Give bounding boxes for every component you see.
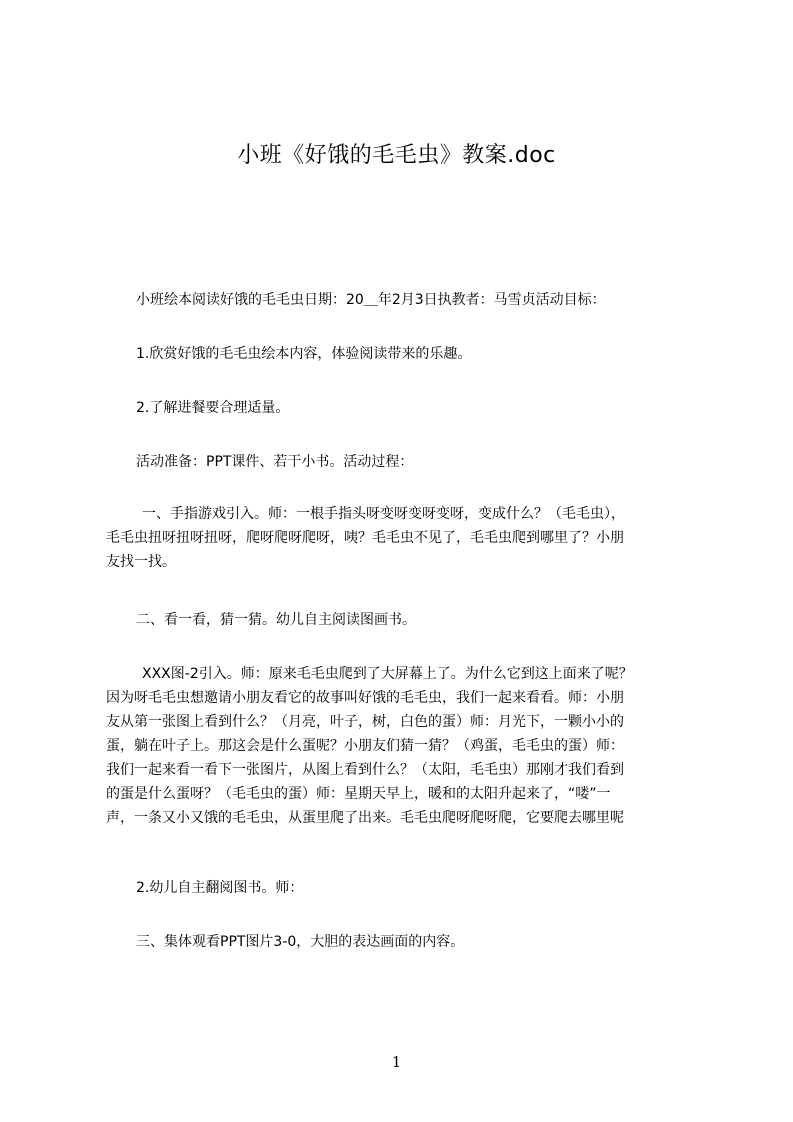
paragraph-intro (106, 288, 696, 312)
paragraph-line: 友从第一张图上看到什么？（月亮，叶子，树，白色的蛋）师：月光下，一颗小小的 (106, 714, 624, 730)
paragraph-self-reading (106, 876, 696, 900)
paragraph-line: 因为呀毛毛虫想邀请小朋友看它的故事叫好饿的毛毛虫，我们一起来看看。师：小朋 (106, 690, 624, 706)
paragraph-line: 友找一找。 (106, 554, 176, 570)
paragraph-line: 声，一条又小又饿的毛毛虫，从蛋里爬了出来。毛毛虫爬呀爬呀爬，它要爬去哪里呢 (106, 810, 624, 826)
paragraph-line: 小班绘本阅读好饿的毛毛虫日期：20＿年2月3日执教者：马雪贞活动目标： (136, 292, 606, 308)
paragraph-line: 2.了解进餐要合理适量。 (136, 400, 290, 416)
paragraph-step-2-detail (106, 662, 696, 830)
paragraph-line: XXX图-2引入。师：原来毛毛虫爬到了大屏幕上了。为什么它到这上面来了呢？ (142, 666, 633, 682)
document-title: 小班《好饿的毛毛虫》教案.doc (237, 143, 556, 168)
paragraph-line: 的蛋是什么蛋呀？（毛毛虫的蛋）师：星期天早上，暖和的太阳升起来了，“喽”一 (106, 786, 611, 802)
paragraph-line: 2.幼儿自主翻阅图书。师： (136, 880, 304, 896)
paragraph-line: 三、集体观看PPT图片3-0，大胆的表达画面的内容。 (136, 934, 465, 950)
paragraph-preparation (106, 450, 696, 474)
paragraph-step-3 (106, 930, 696, 954)
page-number: 1 (391, 1053, 402, 1071)
paragraph-line: 1.欣赏好饿的毛毛虫绘本内容，体验阅读带来的乐趣。 (136, 346, 472, 362)
paragraph-goal-1 (106, 342, 696, 366)
paragraph-step-1 (106, 502, 696, 574)
paragraph-line: 毛毛虫扭呀扭呀扭呀，爬呀爬呀爬呀，咦？毛毛虫不见了，毛毛虫爬到哪里了？小朋 (106, 530, 624, 546)
paragraph-line: 一、手指游戏引入。师：一根手指头呀变呀变呀变呀，变成什么？（毛毛虫）， (142, 506, 625, 522)
paragraph-goal-2 (106, 396, 696, 420)
paragraph-line: 蛋，躺在叶子上。那这会是什么蛋呢？小朋友们猜一猜？（鸡蛋，毛毛虫的蛋）师： (106, 738, 624, 754)
paragraph-step-2 (106, 608, 696, 632)
paragraph-line: 活动准备：PPT课件、若干小书。活动过程： (136, 454, 414, 470)
paragraph-line: 我们一起来看一看下一张图片，从图上看到什么？（太阳，毛毛虫）那刚才我们看到 (106, 762, 624, 778)
paragraph-line: 二、看一看，猜一猜。幼儿自主阅读图画书。 (136, 612, 416, 628)
